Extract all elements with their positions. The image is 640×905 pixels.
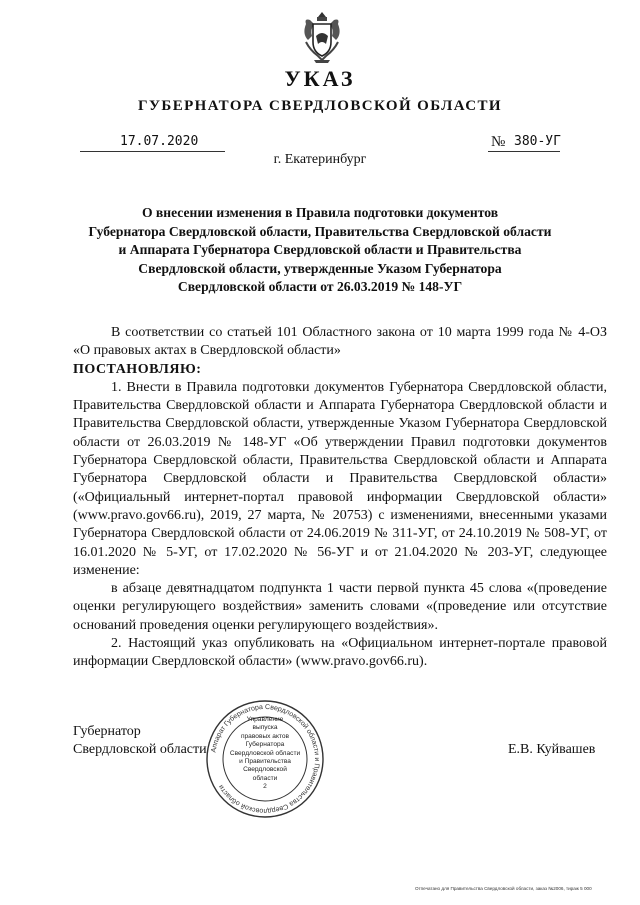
heading-line: и Аппарата Губернатора Свердловской области и Правительства <box>118 242 522 257</box>
signer-position-line1: Губернатор <box>73 724 141 739</box>
print-footer: Отпечатано для Правительства Свердловской области, заказ №2006, тираж 5 000 <box>415 886 592 891</box>
decree-word: ПОСТАНОВЛЯЮ: <box>73 361 202 377</box>
decree-heading <box>60 204 580 297</box>
item-1-change-paragraph: в абзаце девятнадцатом подпункта 1 части первой пункта 45 слова «(проведение оценки регулирующего воздействия» заменить словами «(проведение или отсутствие оснований проведения оценки регулирующего воздействия». <box>73 581 607 633</box>
decree-number: 380-УГ <box>514 134 561 149</box>
signer-name: Е.В. Куйвашев <box>508 742 596 757</box>
item-1-paragraph: 1. Внести в Правила подготовки документов Губернатора Свердловской области, Правительства Свердловской области и Аппарата Губернатора Свердловской области и Правительства Свердловской области, утвержденные Указом Губернатора Свердловской области от 26.03.2019 № 148-УГ «Об утверждении Правил подготовки документов Губернатора Свердловской области, Правительства Свердловской области и Аппарата Губернатора Свердловской области и Правительства Свердловской области» («Официальный интернет-портал правовой информации Свердловской области» (www.pravo.gov66.ru), 2019, 27 марта, № 20753) с изменениями, внесенными указами Губернатора Свердловской области от 24.06.2019 № 311-УГ, от 24.10.2019 № 508-УГ, от 16.01.2020 № 5-УГ, от 17.02.2020 № 56-УГ и от 21.04.2020 № 203-УГ, следующее изменение: <box>73 379 607 578</box>
stamp-inner-text: Управление выпуска правовых актов Губернатора Свердловской области и Правительства Свердловской области 2 <box>229 716 301 791</box>
city: г. Екатеринбург <box>273 152 367 167</box>
document-type-title: УКАЗ <box>284 66 356 91</box>
issuer-title: ГУБЕРНАТОРА СВЕРДЛОВСКОЙ ОБЛАСТИ <box>138 98 502 114</box>
coat-of-arms-icon <box>300 10 344 64</box>
svg-text:Аппарат Губернатора Свердловск: Аппарат Губернатора Свердловской области и Правительства Свердловской области <box>210 703 321 815</box>
decree-body <box>73 324 607 672</box>
item-2-paragraph: 2. Настоящий указ опубликовать на «Официальном интернет-портале правовой информации Свердловской области» (www.pravo.gov66.ru). <box>73 636 607 670</box>
decree-date: 17.07.2020 <box>120 134 199 149</box>
heading-line: Губернатора Свердловской области, Правительства Свердловской области <box>88 223 552 239</box>
heading-line: Свердловской области, утвержденные Указом Губернатора <box>138 260 502 276</box>
signer-position-line2: Свердловской области <box>73 742 207 757</box>
official-stamp <box>204 698 326 820</box>
number-sign: № <box>491 134 506 150</box>
heading-line: Свердловской области от 26.03.2019 № 148-УГ <box>177 279 463 294</box>
preamble-paragraph: В соответствии со статьей 101 Областного закона от 10 марта 1999 года № 4-ОЗ «О правовых актах в Свердловской области» <box>73 325 607 359</box>
heading-line: О внесении изменения в Правила подготовки документов <box>141 205 499 220</box>
